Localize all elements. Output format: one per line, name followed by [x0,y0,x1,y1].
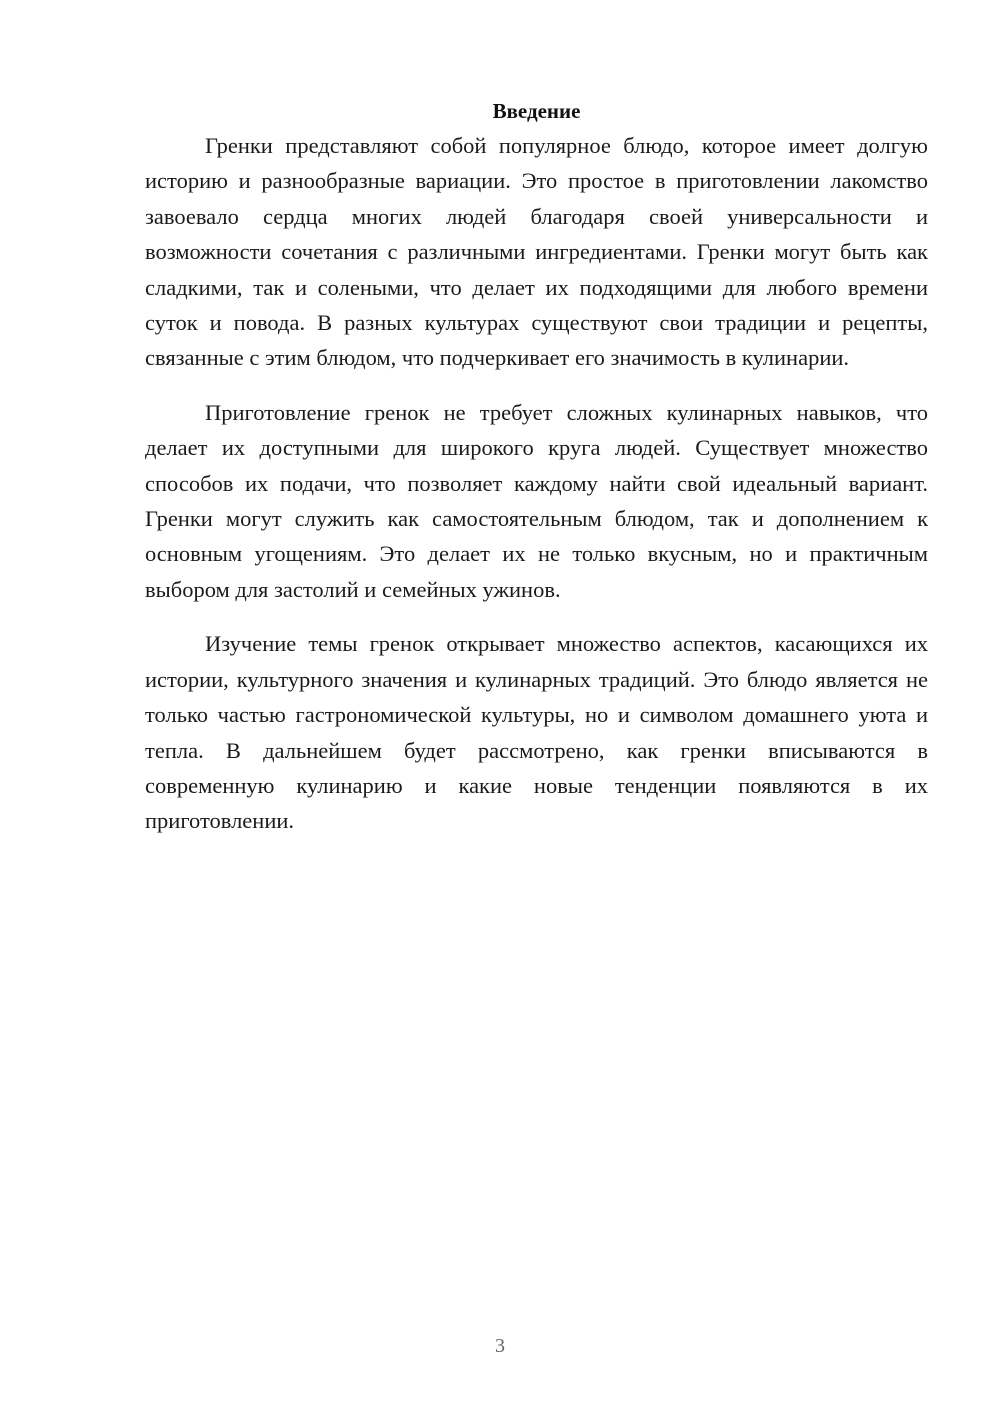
page-content [145,96,928,858]
paragraph-1: Гренки представляют собой популярное блюдо, которое имеет долгую историю и разнообразные вариации. Это простое в приготовлении лакомство завоевало сердца многих людей благодаря своей универсальности и возможности сочетания с различными ингредиентами. Гренки могут быть как сладкими, так и солеными, что делает их подходящими для любого времени суток и повода. В разных культурах существуют свои традиции и рецепты, связанные с этим блюдом, что подчеркивает его значимость в кулинарии. [145,133,928,371]
paragraph-2: Приготовление гренок не требует сложных кулинарных навыков, что делает их доступными для широкого круга людей. Существует множество способов их подачи, что позволяет каждому найти свой идеальный вариант. Гренки могут служить как самостоятельным блюдом, так и дополнением к основным угощениям. Это делает их не только вкусным, но и практичным выбором для застолий и семейных ужинов. [145,399,928,602]
section-title: Введение [492,99,581,123]
page-number: 3 [495,1335,505,1357]
paragraph-3: Изучение темы гренок открывает множество аспектов, касающихся их истории, культурного значения и кулинарных традиций. Это блюдо является не только частью гастрономической культуры, но и символом домашнего уюта и тепла. В дальнейшем будет рассмотрено, как гренки вписываются в современную кулинарию и какие новые тенденции появляются в их приготовлении. [145,631,928,834]
